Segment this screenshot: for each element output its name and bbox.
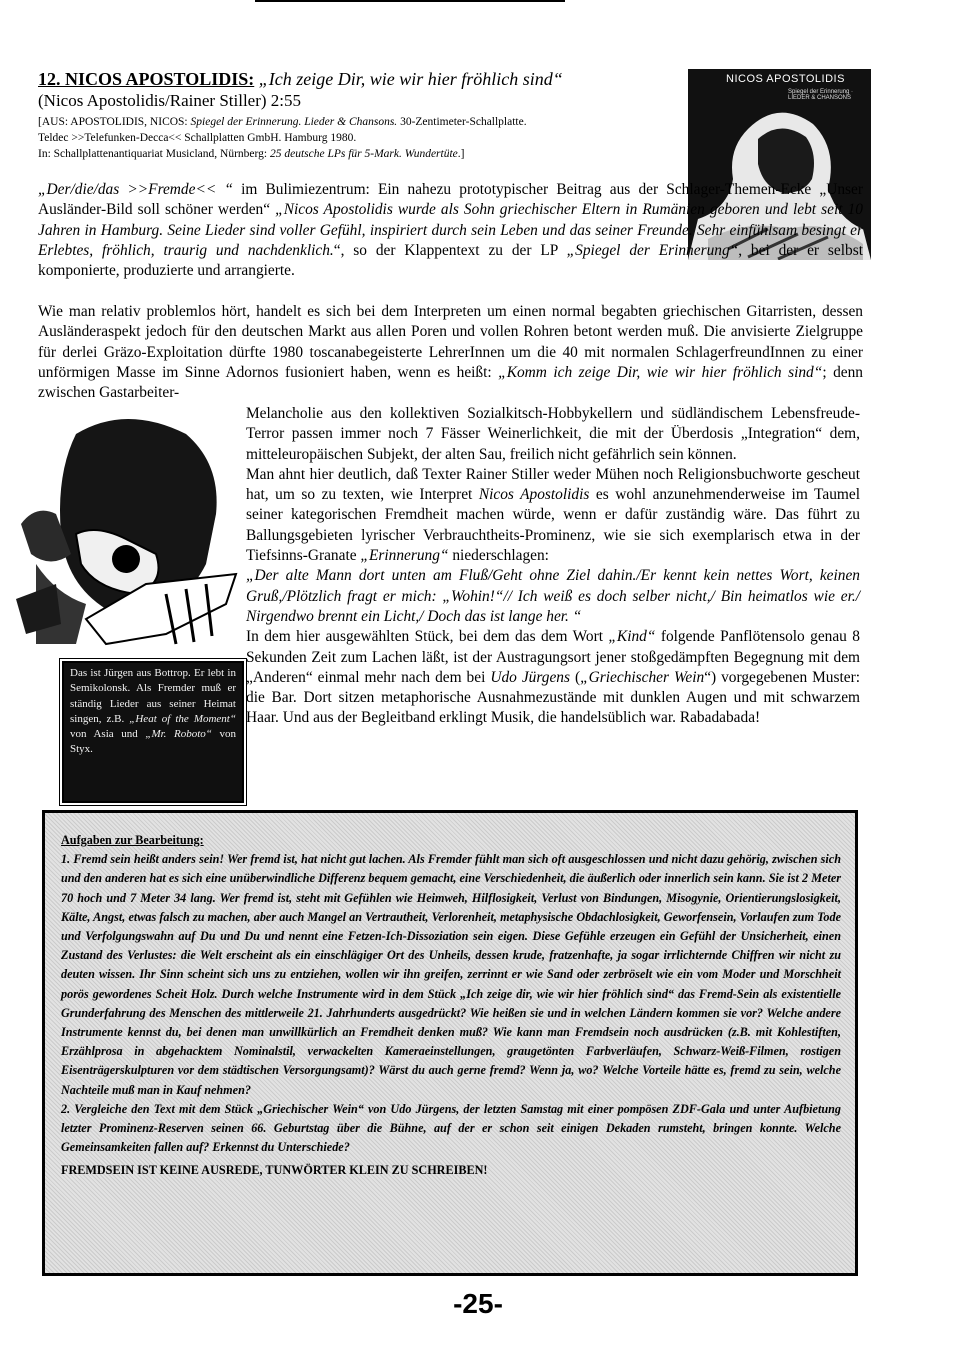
text-span: “, so der Klappentext zu der LP [333, 241, 567, 259]
source-album-title: Spiegel der Erinnerung. Lieder & Chansons. [190, 116, 398, 128]
song-title-ref: „Mr. Roboto“ [145, 728, 212, 741]
artist-name: Nicos Apostolidis [478, 486, 590, 504]
song-title-ref: „Heat of the Moment“ [129, 712, 236, 725]
source-text: .] [457, 148, 465, 160]
text-span: es wohl anzunehmenderweise im Taumel seiner kategorischen Fremdheit machen würde, wenn er dafür zuständig wäre. Das führt zu Ballungsgebieten lyrischer Verbrauchtheits-Prominenz, wie sie sich exemplarisch etwa in der Tiefsinns-Granate [246, 486, 860, 565]
paragraph-intro [38, 180, 863, 281]
song-title-ref: „Erinnerung“ [360, 547, 449, 565]
paragraph-texter [246, 465, 860, 566]
text-span: ( [569, 668, 581, 686]
exercise-content [45, 813, 855, 1187]
page-number: -25- [453, 1288, 503, 1319]
text-span: In dem hier ausgewählten Stück, bei dem das dem Wort [246, 628, 609, 646]
text-span: niederschlagen: [448, 547, 549, 565]
exercise-title: Aufgaben zur Bearbeitung: [61, 833, 204, 847]
text-span: , bei der er selbst komponierte, produzierte und arrangierte. [38, 241, 863, 280]
text-span: von Asia und [70, 728, 146, 741]
source-label: Teldec >>Telefunken-Decca<< Schallplatten GmbH. Hamburg 1980. [38, 132, 357, 144]
image-caption-box [62, 661, 244, 803]
exercise-box [42, 810, 858, 1276]
source-reference [38, 114, 688, 162]
song-credits: (Nicos Apostolidis/Rainer Stiller) 2:55 [38, 91, 302, 110]
paragraph-analysis [38, 302, 863, 403]
track-number-artist: 12. NICOS APOSTOLIDIS: [38, 69, 255, 89]
article-title [38, 68, 688, 90]
artist-name: Udo Jürgens [490, 668, 570, 686]
exercise-task-1: 1. Fremd sein heißt anders sein! Wer fremd ist, hat nicht gut lachen. Als Fremder fühlt man sich oft ausgeschlossen und nicht dazu gehörig, zwischen sich und den anderen hat es sich eine unüberwindliche Differenz bequem gemacht, eine Verschiedenheit, die äußerlich oder innerlich sein kann. Sie ist 2 Meter 70 hoch und 7 Meter 34 lang. Wer fremd ist, steht mit Gefühlen wie Heimweh, Hilflosigkeit, Verlust von Bindungen, Misogynie, Orientierungslosigkeit, Kälte, Angst, etwas falsch zu machen, aber auch Mangel an Vertrautheit, Verlorenheit, metaphysische Obdachlosigkeit, Geworfensein, Vorlaufen zum Tode und Verfolgungswahn auf Du und Du und nennt eine Fetzen-Ich-Dissoziation sein eigen. Diese Gefühle erzeugen ein Gefühl der Unsicherheit, einen Zustand des Verlustes: die Welt erscheint als ein einschlägiger Ort des Unheils, dessen krude, fratzenhafte, ja sogar irrlichternde Chiffren wir nicht zu deuten wissen. Ihr Sinn scheint sich uns zu entziehen, wollen wir ihn greifen, zerrinnt er wie Sand oder zerbröselt wie ein vom Moder und Morschheit porös gewordenes Scheit Holz. Durch welche Instrumente wird in dem Stück „Ich zeige dir, wie wir hier fröhlich sind“ das Fremd-Sein als existentielle Grunderfahrung des Menschen des mittlerweile 21. Jahrhunderts ausgedrückt? Wie heißen sie und in welchen Ländern kommen sie vor? Welche andere Instrumente kennst du, bei denen man unwillkürlich an Fremdheit denken muß? Wie kann man Fremdsein noch ausdrücken (z.B. mit Kohlestiften, Erzählprosa in abgehacktem Nominalstil, verwackelten Kameraeinstellungen, graugetönten Farbverläufen, Schwarz-Weiß-Filmen, rostigen Eisenträgerskulpturen vor dem städtischen Versorgungsamt)? Wärst du auch gerne fremd? Wenn ja, wo? Welche Vorteile hätte es, fremd zu sein, welche Nachteile muß man in Kauf nehmen? [61, 852, 841, 1097]
caption-text [64, 663, 242, 761]
text-span: “) vorgegebenen Muster: die Bar. Dort sitzen metaphorische Ausnahmezustände mit dunklen Augen und mit schwarzem Haar. Und aus der Begleitband erklingt Musik, die handelsüblich war. Rabadabada! [246, 668, 861, 727]
source-collection: 25 deutsche LPs für 5-Mark. Wundertüte [269, 148, 458, 160]
source-text: In: Schallplattenantiquariat Musicland, Nürnberg: [38, 148, 270, 160]
text-span: „Der/die/das >>Fremde<< “ [38, 181, 233, 198]
text-span: im Bulimiezentrum: Ein nahezu prototypischer Beitrag aus der Schlager-Themen-Ecke „Unser Ausländer-Bild soll schöner werden“ [38, 181, 863, 219]
cover-subtitle: Spiegel der Erinnerung · LIEDER & CHANSONS [788, 89, 854, 101]
paragraph-melancholie: Melancholie aus den kollektiven Sozialkitsch-Hobbykellern und südländischem Lebensfreude-Terror passen immer noch 7 Fässer Weinerlichkeit, die mit der Überdosis „Integration“ dem, mitteleuropäischen Subjekt, der alten Sau, freilich nicht gefährlich sein können. [246, 405, 860, 463]
article-header [38, 68, 688, 162]
top-rule [255, 0, 565, 2]
text-span: Man ahnt hier deutlich, daß Texter Rainer Stiller weder Mühen noch Religionsbuchworte gescheut hat, um so zu texten, wie Interpret [246, 465, 860, 504]
text-span: Wie man relativ problemlos hört, handelt es sich bei dem Interpreten um einen normal begabten griechischen Gitarristen, dessen Ausländeraspekt jedoch für den deutschen Markt aus allen Poren und vollen Rohren betont werden muß. Die anvisierte Zielgruppe für derlei Gräzo-Exploitation dürfte 1980 toscanabegeisterte LehrerInnen um die 40 mit normalen SchlagerfreundInnen zu einer unförmigen Masse im Sinne Adornos fusioniert haben, wenn es heißt: [38, 303, 863, 381]
exercise-footer: FREMDSEIN IST KEINE AUSREDE, TUNWÖRTER KLEIN ZU SCHREIBEN! [61, 1163, 488, 1178]
word-quote: „Kind“ [608, 628, 656, 646]
text-span: ; denn zwischen Gastarbeiter- [38, 363, 863, 402]
exercise-task-2: 2. Vergleiche den Text mit dem Stück „Griechischer Wein“ von Udo Jürgens, der letzten Samstag mit einer pompösen ZDF-Gala und unter Aufbietung letzter Prominenz-Reserven seinen 66. Geburtstag über die Bühne, auf der er schon seit einigen Dekaden rumsteht, bringen konnte. Welche Gemeinsamkeiten fallen auf? Erkennst du Unterschiede? [61, 1101, 841, 1155]
illustration-svg [16, 404, 246, 654]
text-span: folgende Panflötensolo genau 8 Sekunden Zeit zum Lachen läßt, ist der Austragungsort jener stoßgedämpften Begegnung mit dem „Anderen“ einmal mehr nach dem bei [246, 628, 860, 686]
liner-notes-quote: „Nicos Apostolidis wurde als Sohn griechischer Eltern in Rumänien geboren und lebt seit 10 Jahren in Hamburg. Seine Lieder sind voller Gefühl, inspiriert durch sein Leben und das seiner Freunde. Sehr einfühlsam besingt er Erlebtes, fröhlich, traurig und nachdenklich. [38, 201, 863, 259]
paragraph-column [246, 404, 860, 729]
album-title: „Spiegel der Erinnerung“ [566, 241, 739, 259]
source-text: [AUS: APOSTOLIDIS, NICOS: [38, 116, 191, 128]
song-title-ref: „Griechischer Wein [580, 668, 705, 686]
text-span: Das ist Jürgen aus Bottrop. Er lebt in Semikolonsk. Als Fremder muß er ständig Lieder aus seiner Heimat singen, z.B. [70, 667, 236, 725]
lyrics-quote: „Der alte Mann dort unten am Fluß/Geht ohne Ziel dahin./Er kennt kein nettes Wort, keinen Gruß,/Plötzlich fragt er mich: „Wohin!“// Ich weiß es doch selber nicht,/ Bin heimatlos wie er./ Nirgendwo brennt ein Licht,/ Doch das ist lange her. “ [246, 567, 860, 625]
song-title: „Ich zeige Dir, wie wir hier fröhlich sind“ [258, 69, 563, 89]
paragraph-conclusion [246, 627, 860, 728]
source-text: 30-Zentimeter-Schallplatte. [397, 116, 527, 128]
illustration-drawing [16, 404, 246, 654]
text-span: von Styx. [70, 728, 236, 756]
cover-artist-name: NICOS APOSTOLIDIS [726, 73, 845, 85]
song-quote: „Komm ich zeige Dir, wie wir hier fröhlich sind“ [498, 363, 823, 381]
